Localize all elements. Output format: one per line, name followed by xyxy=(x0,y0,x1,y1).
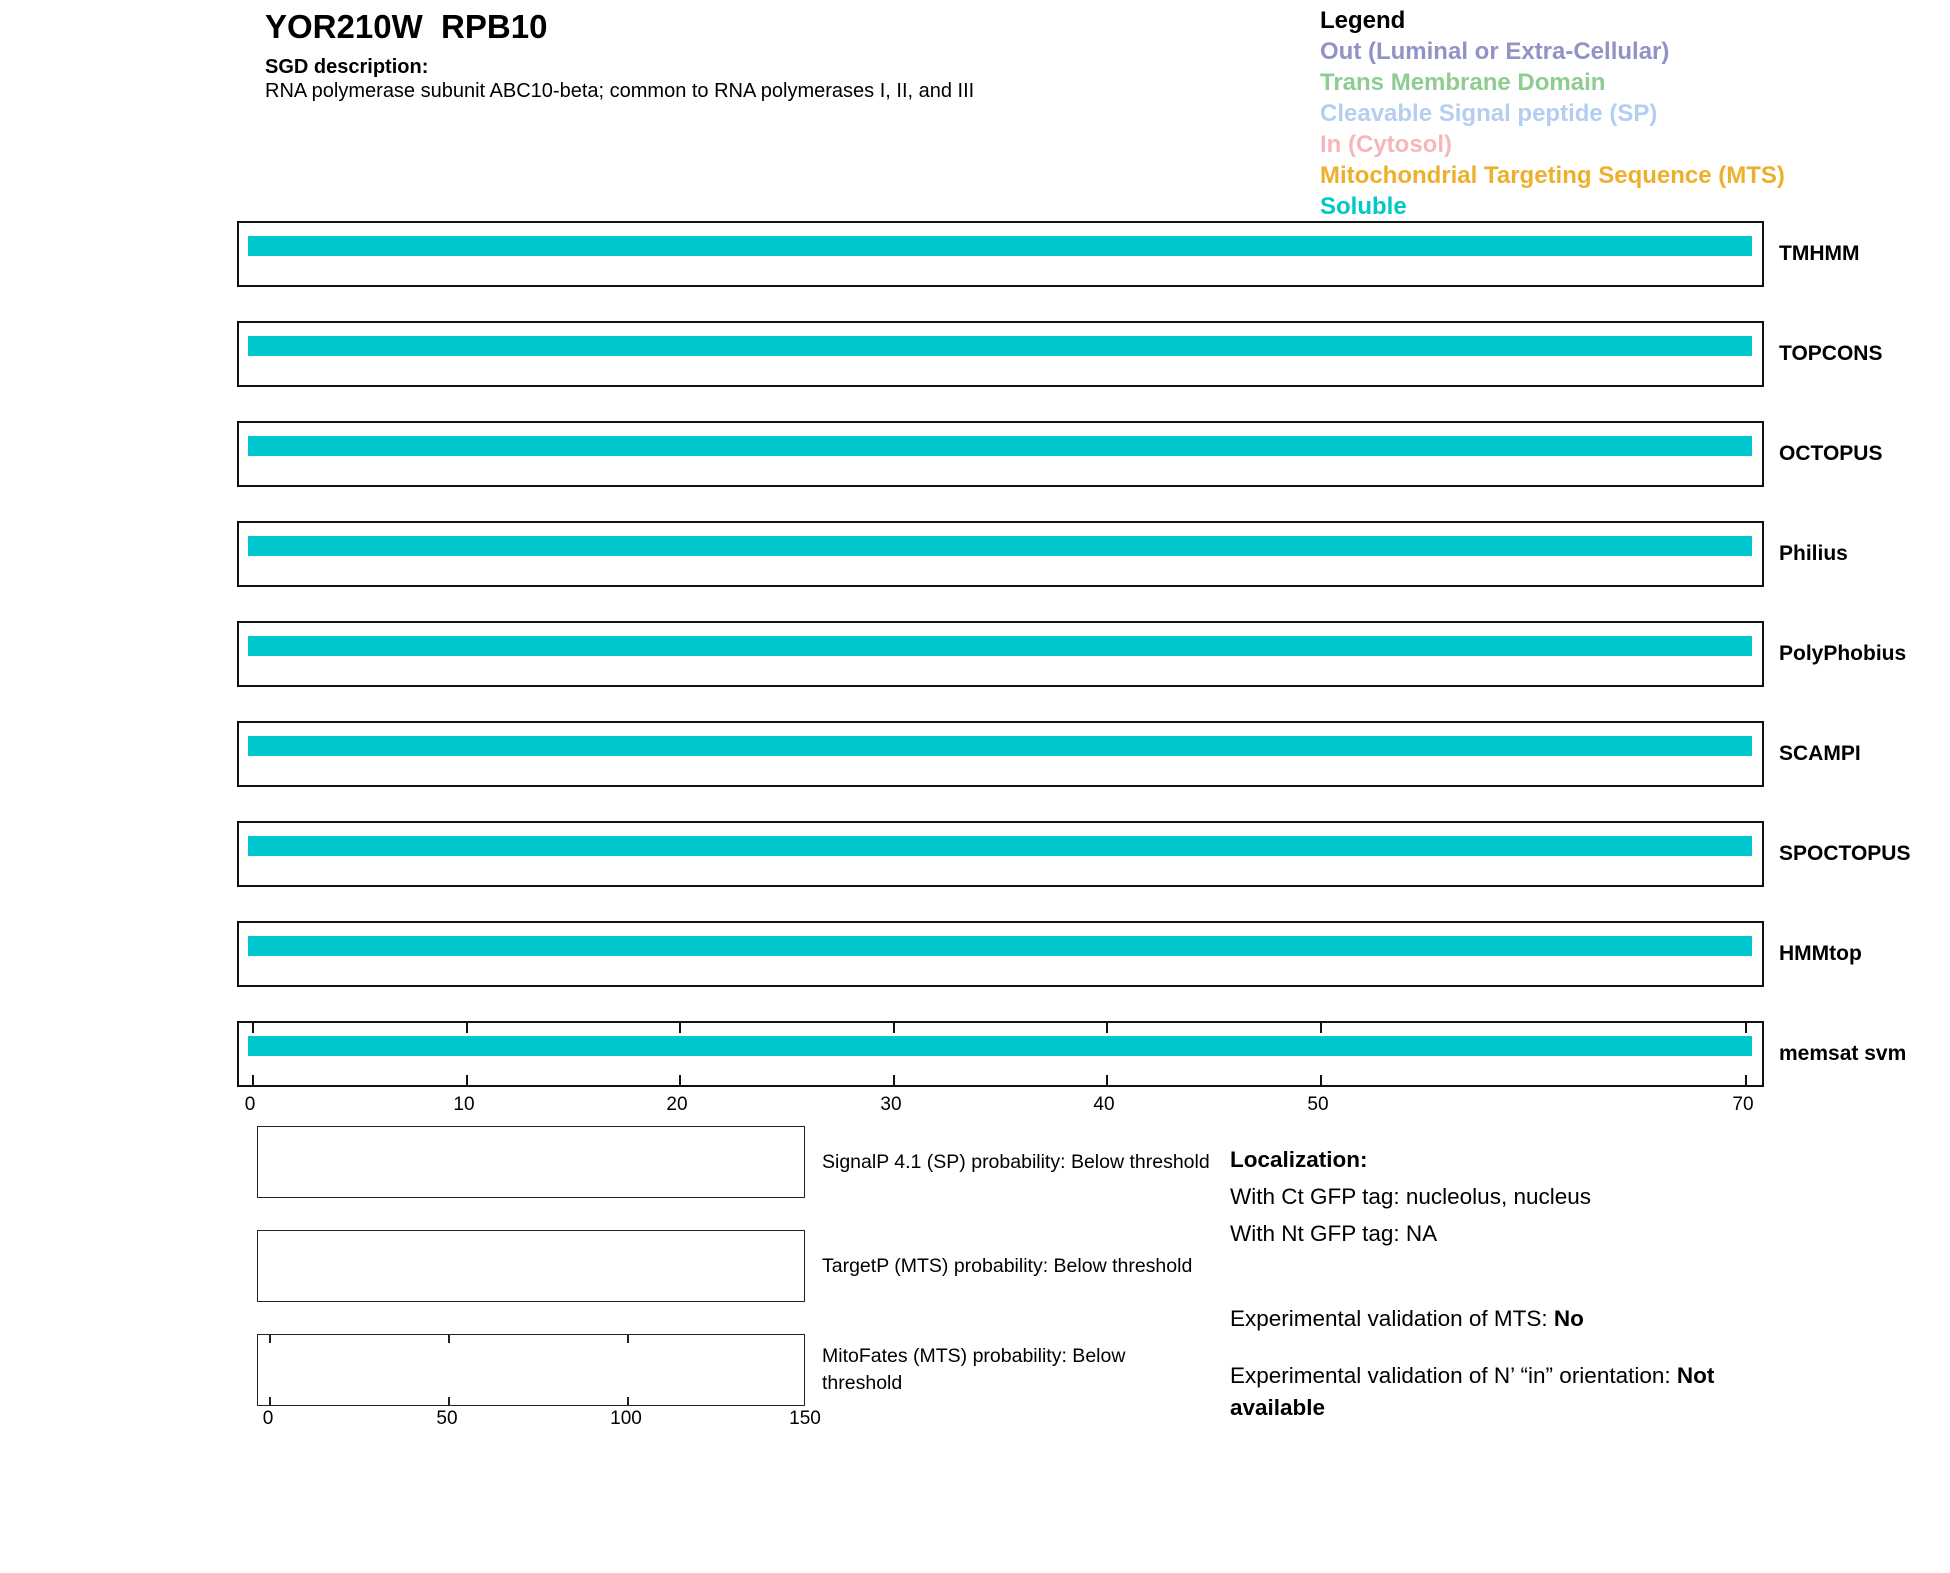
localization-title: Localization: xyxy=(1230,1147,1368,1172)
targetp-probability-plot xyxy=(257,1230,805,1302)
axis-tick xyxy=(1320,1023,1322,1033)
legend-item-soluble: Soluble xyxy=(1320,193,1407,220)
track-plot-scampi xyxy=(237,721,1764,787)
axis-tick xyxy=(1106,1075,1108,1085)
prob-axis-tick-label: 0 xyxy=(262,1408,274,1429)
track-label-topcons: TOPCONS xyxy=(1779,342,1883,365)
legend-item-sp: Cleavable Signal peptide (SP) xyxy=(1320,100,1658,127)
track-plot-polyphobius xyxy=(237,621,1764,687)
mts-validation-value: No xyxy=(1553,1306,1584,1331)
axis-tick xyxy=(252,1075,254,1085)
track-plot-hmmtop xyxy=(237,921,1764,987)
track-plot-tmhmm xyxy=(237,221,1764,287)
mts-validation-line xyxy=(1230,1303,1795,1335)
track-label-polyphobius: PolyPhobius xyxy=(1779,642,1907,665)
orientation-validation-label: Experimental validation of N’ “in” orientation: xyxy=(1230,1363,1677,1388)
x-axis-tick-label: 30 xyxy=(880,1094,902,1115)
soluble-span-bar xyxy=(248,536,1752,556)
x-axis-tick-label: 50 xyxy=(1307,1094,1329,1115)
axis-tick xyxy=(252,1023,254,1033)
prob-axis-tick-label: 150 xyxy=(789,1408,821,1429)
axis-tick xyxy=(627,1335,629,1343)
track-label-hmmtop: HMMtop xyxy=(1779,942,1862,965)
soluble-span-bar xyxy=(248,636,1752,656)
legend-item-in: In (Cytosol) xyxy=(1320,131,1452,158)
axis-tick xyxy=(679,1023,681,1033)
legend-item-tm: Trans Membrane Domain xyxy=(1320,69,1606,96)
soluble-span-bar xyxy=(248,336,1752,356)
legend-item-mts: Mitochondrial Targeting Sequence (MTS) xyxy=(1320,162,1785,189)
axis-tick xyxy=(679,1075,681,1085)
sgd-description-label: SGD description: xyxy=(265,56,429,78)
track-label-tmhmm: TMHMM xyxy=(1779,242,1860,265)
sgd-description-text: RNA polymerase subunit ABC10-beta; common to RNA polymerases I, II, and III xyxy=(265,80,975,102)
targetp-probability-label: TargetP (MTS) probability: Below threshold xyxy=(822,1254,1193,1277)
legend-item-out: Out (Luminal or Extra-Cellular) xyxy=(1320,38,1670,65)
track-plot-octopus xyxy=(237,421,1764,487)
track-label-memsat-svm: memsat svm xyxy=(1779,1042,1907,1065)
axis-tick xyxy=(269,1397,271,1405)
axis-tick xyxy=(448,1335,450,1343)
axis-tick xyxy=(1745,1075,1747,1085)
axis-tick xyxy=(893,1075,895,1085)
track-plot-topcons xyxy=(237,321,1764,387)
x-axis-tick-label: 0 xyxy=(244,1094,256,1115)
soluble-span-bar xyxy=(248,436,1752,456)
prob-axis-tick-label: 100 xyxy=(610,1408,642,1429)
orientation-validation-line xyxy=(1230,1360,1795,1424)
axis-tick xyxy=(466,1023,468,1033)
legend-title: Legend xyxy=(1320,7,1406,34)
x-axis-tick-label: 40 xyxy=(1093,1094,1115,1115)
axis-tick xyxy=(1320,1075,1322,1085)
soluble-span-bar xyxy=(248,936,1752,956)
signalp-probability-plot xyxy=(257,1126,805,1198)
track-plot-spoctopus xyxy=(237,821,1764,887)
signalp-probability-label: SignalP 4.1 (SP) probability: Below threshold xyxy=(822,1150,1210,1173)
prob-axis-tick-label: 50 xyxy=(436,1408,458,1429)
ct-gfp-localization: With Ct GFP tag: nucleolus, nucleus xyxy=(1230,1184,1591,1209)
soluble-span-bar xyxy=(248,736,1752,756)
soluble-span-bar xyxy=(248,236,1752,256)
x-axis-tick-label: 20 xyxy=(666,1094,688,1115)
nt-gfp-localization: With Nt GFP tag: NA xyxy=(1230,1221,1438,1246)
track-label-scampi: SCAMPI xyxy=(1779,742,1861,765)
x-axis-tick-label: 70 xyxy=(1732,1094,1754,1115)
soluble-span-bar xyxy=(248,1036,1752,1056)
legend xyxy=(1320,5,1785,222)
track-label-philius: Philius xyxy=(1779,542,1848,565)
axis-tick xyxy=(627,1397,629,1405)
track-label-octopus: OCTOPUS xyxy=(1779,442,1883,465)
x-axis-tick-label: 10 xyxy=(453,1094,475,1115)
mitofates-probability-label: MitoFates (MTS) probability: Below threshold xyxy=(822,1345,1126,1394)
track-plot-memsat-svm xyxy=(237,1021,1764,1087)
orientation-validation-value: Not available xyxy=(1230,1363,1715,1420)
page-title: YOR210W RPB10 xyxy=(265,8,548,45)
axis-tick xyxy=(269,1335,271,1343)
axis-tick xyxy=(448,1397,450,1405)
track-label-spoctopus: SPOCTOPUS xyxy=(1779,842,1911,865)
axis-tick xyxy=(1745,1023,1747,1033)
mitofates-probability-plot xyxy=(257,1334,805,1406)
mts-validation-label: Experimental validation of MTS: xyxy=(1230,1306,1554,1331)
soluble-span-bar xyxy=(248,836,1752,856)
track-plot-philius xyxy=(237,521,1764,587)
axis-tick xyxy=(466,1075,468,1085)
axis-tick xyxy=(893,1023,895,1033)
axis-tick xyxy=(1106,1023,1108,1033)
